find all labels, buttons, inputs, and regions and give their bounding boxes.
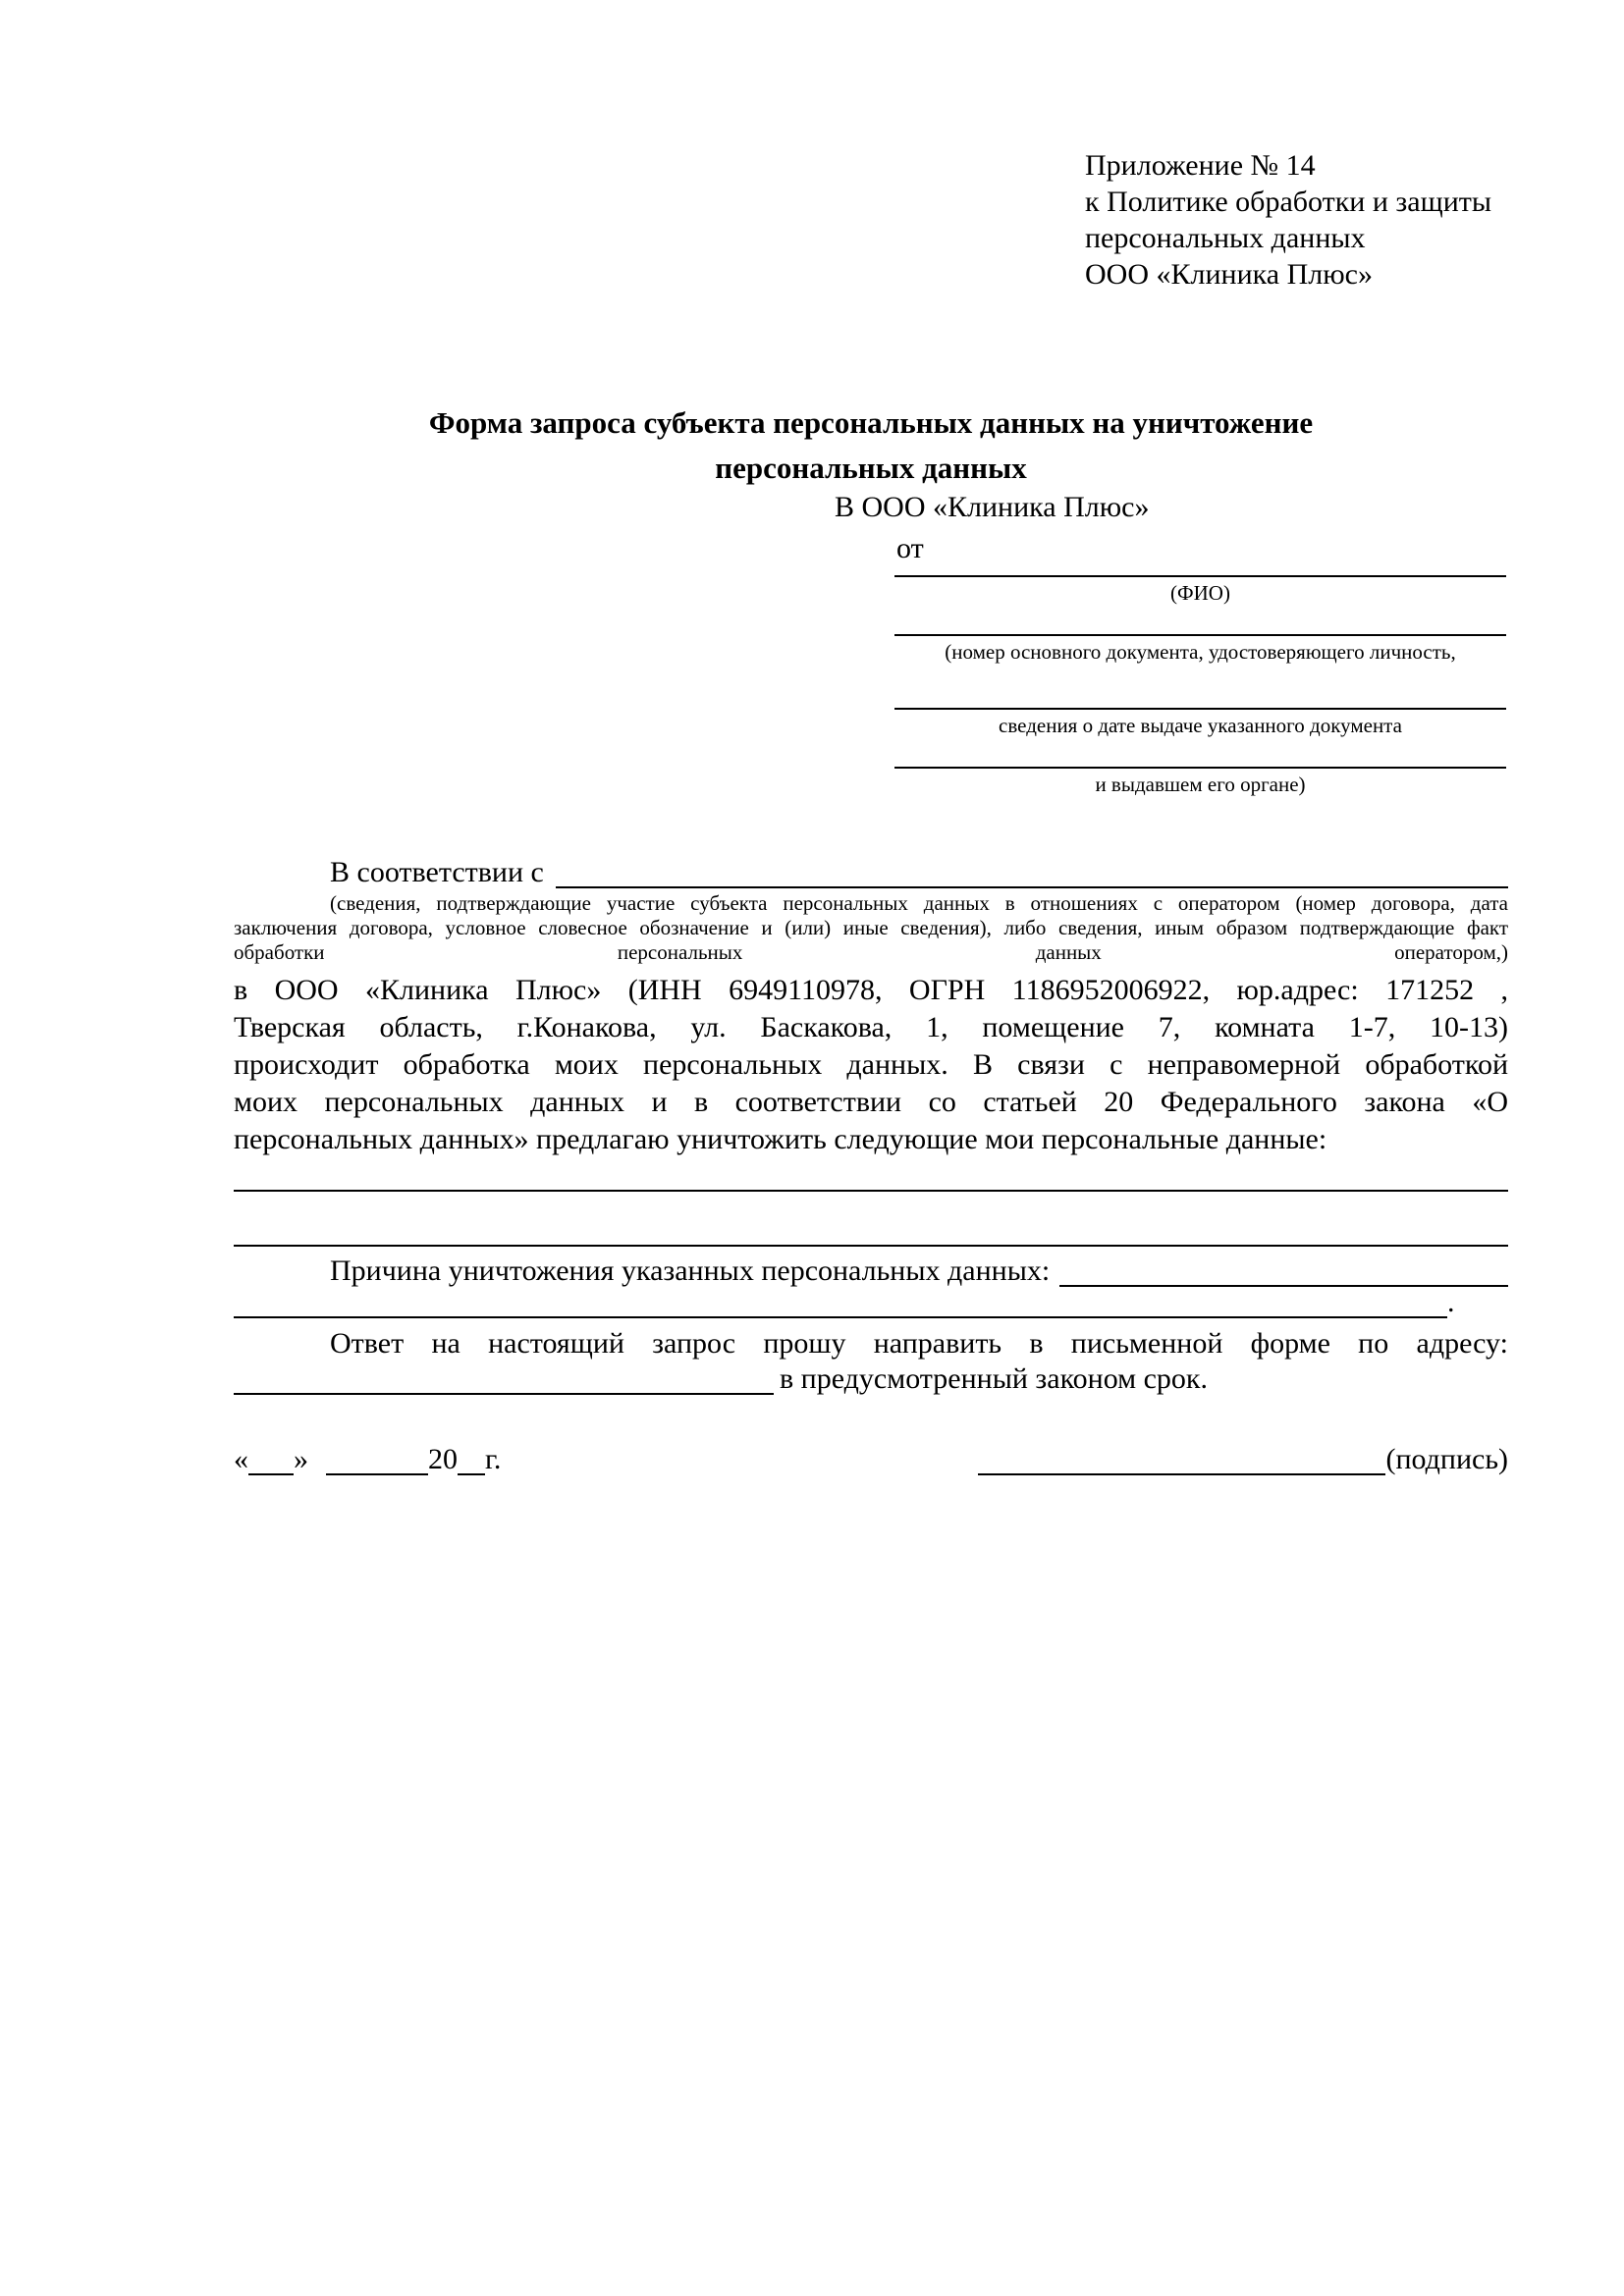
fio-field-caption: (ФИО) — [1170, 581, 1230, 605]
reason-period: . — [1447, 1286, 1455, 1318]
body-paragraph-line: персональных данных» предлагаю уничтожить следующие мои персональные данные: — [234, 1123, 1327, 1155]
body-paragraph-line: происходит обработка моих персональных данных. В связи с неправомерной обработкой — [234, 1048, 1508, 1081]
answer-tail-text: в предусмотренный законом срок. — [780, 1362, 1208, 1395]
footnote-line: заключения договора, условное словесное обозначение и (или) иные сведения), либо сведения, иным образом подтверждающие факт — [234, 916, 1508, 939]
appendix-line: ООО «Клиника Плюс» — [1085, 258, 1373, 291]
footnote-line: (сведения, подтверждающие участие субъекта персональных данных в отношениях с оператором (номер договора, дата — [330, 891, 1508, 915]
id-document-field-caption: (номер основного документа, удостоверяющего личность, — [945, 640, 1456, 664]
issuing-authority-field-line[interactable] — [894, 767, 1506, 769]
legal-basis-field-line[interactable] — [556, 854, 1508, 888]
issue-date-field-line[interactable] — [894, 708, 1506, 710]
footnote-line: обработки персональных данных оператором,) — [234, 940, 1508, 964]
date-group — [234, 1441, 501, 1478]
date-close-quote: » — [294, 1443, 308, 1475]
date-open-quote: « — [234, 1443, 248, 1475]
issue-date-field-caption: сведения о дате выдаче указанного документа — [999, 714, 1402, 737]
personal-data-field-line-1[interactable] — [234, 1190, 1508, 1192]
reason-field-line[interactable] — [1059, 1253, 1508, 1287]
addressee-org: В ООО «Клиника Плюс» — [835, 491, 1150, 523]
address-field-line[interactable] — [234, 1361, 774, 1395]
answer-paragraph: Ответ на настоящий запрос прошу направить в письменной форме по адресу: — [330, 1327, 1508, 1360]
reason-field-line-2[interactable] — [234, 1284, 1447, 1318]
page-title-line: Форма запроса субъекта персональных данных на уничтожение — [428, 405, 1314, 440]
personal-data-field-line-2[interactable] — [234, 1245, 1508, 1247]
id-document-field-line[interactable] — [894, 634, 1506, 636]
accordance-lead: В соответствии с — [330, 856, 544, 888]
fio-field-line[interactable] — [894, 575, 1506, 577]
reason-label: Причина уничтожения указанных персональных данных: — [330, 1255, 1051, 1287]
appendix-line: к Политике обработки и защиты — [1085, 186, 1492, 218]
accordance-row — [234, 854, 1508, 891]
appendix-block — [1085, 147, 1491, 293]
body-paragraph-line: моих персональных данных и в соответствии со статьей 20 Федерального закона «О — [234, 1086, 1508, 1118]
body-paragraph-line: в ООО «Клиника Плюс» (ИНН 6949110978, ОГРН 1186952006922, юр.адрес: 171252 , — [234, 974, 1508, 1006]
day-field-line[interactable] — [248, 1441, 294, 1475]
appendix-line: Приложение № 14 — [1085, 149, 1316, 182]
issuing-authority-field-caption: и выдавшем его органе) — [1095, 773, 1306, 796]
page-title — [234, 400, 1508, 491]
year-field-line[interactable] — [458, 1441, 485, 1475]
year-suffix: г. — [485, 1443, 502, 1475]
signature-caption: (подпись) — [1385, 1443, 1508, 1475]
month-field-line[interactable] — [326, 1441, 428, 1475]
answer-tail-row — [234, 1361, 1508, 1398]
signature-field-line[interactable] — [978, 1441, 1385, 1475]
from-label: от — [896, 532, 924, 564]
reason-continuation-row — [234, 1284, 1508, 1321]
signature-group — [978, 1441, 1508, 1478]
appendix-line: персональных данных — [1085, 222, 1366, 254]
body-paragraph-line: Тверская область, г.Конакова, ул. Баскакова, 1, помещение 7, комната 1-7, 10-13) — [234, 1011, 1508, 1043]
page-title-line: персональных данных — [715, 451, 1027, 485]
date-signature-row — [234, 1441, 1508, 1478]
year-prefix: 20 — [428, 1443, 458, 1475]
